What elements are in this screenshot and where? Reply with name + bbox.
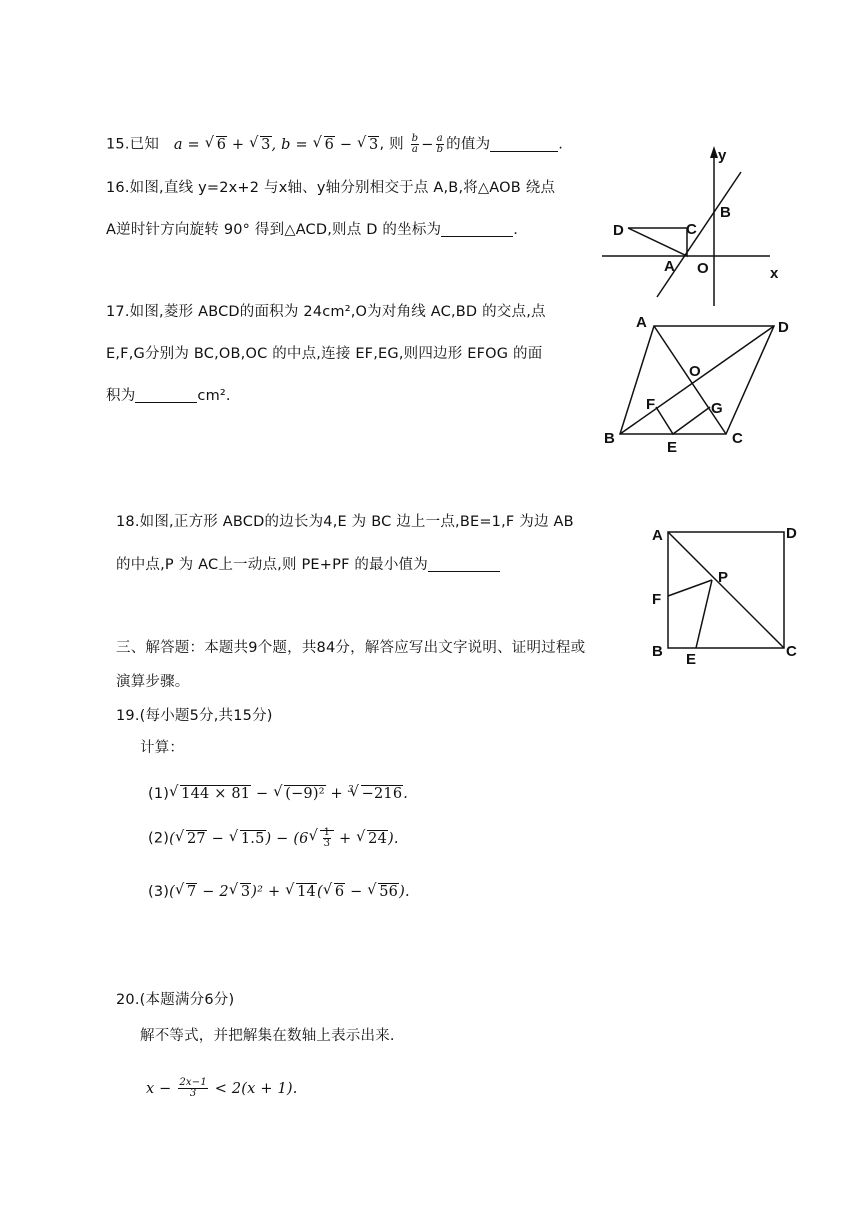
fig16-label-O: O (697, 260, 709, 277)
fig16-label-D: D (613, 222, 624, 239)
q17-line3 (106, 386, 231, 406)
q16-line2 (106, 220, 518, 240)
q16-end: . (513, 222, 519, 238)
fig18-label-A: A (652, 527, 663, 544)
q15-tail: 的值为 (446, 136, 491, 153)
q19-part2 (148, 828, 399, 849)
q15-prefix: 15.已知 (106, 136, 160, 153)
fig17-label-G: G (711, 400, 723, 417)
fig17-label-O: O (689, 363, 701, 380)
fig16-label-C: C (686, 221, 697, 238)
fig17-label-C: C (732, 430, 743, 447)
q20-instruction: 解不等式，并把解集在数轴上表示出来. (140, 1028, 395, 1044)
section3-heading-line2: 演算步骤。 (116, 674, 190, 690)
q19-part1-label: (1) (148, 785, 170, 802)
q18-answer-blank (428, 557, 500, 572)
q17-line2: E,F,G分别为 BC,OB,OC 的中点,连接 EF,EG,则四边形 EFOG 的面 (106, 346, 543, 362)
fig18-label-B: B (652, 643, 663, 660)
q15-fraction-expression: $\frac{b}{a}$ − $\frac{a}{b}$ (411, 133, 444, 155)
q15-answer-blank (490, 137, 558, 152)
fig18-label-C: C (786, 643, 797, 660)
fig17-label-F: F (646, 396, 656, 413)
q19-header: 19.(每小题5分,共15分) (116, 708, 273, 724)
q19-part2-label: (2) (148, 830, 170, 847)
fig18-label-P: P (718, 569, 729, 586)
fig16-label-B: B (720, 204, 731, 221)
fig17-label-D: D (778, 319, 789, 336)
q19-part3 (148, 882, 410, 902)
fig18-label-F: F (652, 591, 662, 608)
question-15 (106, 134, 563, 155)
q17-line1: 17.如图,菱形 ABCD的面积为 24cm²,O为对角线 AC,BD 的交点,点 (106, 304, 546, 320)
q16-line2-text: A逆时针方向旋转 90° 得到△ACD,则点 D 的坐标为 (106, 222, 442, 238)
q17-answer-blank (135, 388, 197, 403)
q19-part1 (148, 780, 408, 804)
figure-q16 (600, 140, 790, 310)
fig17-label-A: A (636, 314, 647, 331)
q20-inequality (146, 1078, 298, 1099)
fig16-label-y: y (718, 147, 727, 164)
fig18-label-D: D (786, 525, 797, 542)
figure-q17 (598, 312, 808, 460)
q15-end: . (558, 136, 564, 153)
q18-line2 (116, 555, 500, 575)
figure-q18 (646, 518, 806, 668)
q20-inequality-expression: x − $\frac{2x-1}{3}$ < 2(x + 1). (146, 1077, 298, 1099)
fig18-label-E: E (686, 651, 697, 668)
q15-ze: , 则 (379, 136, 404, 153)
q17-line3-prefix: 积为 (106, 388, 136, 404)
q16-answer-blank (441, 222, 513, 237)
q18-line1: 18.如图,正方形 ABCD的边长为4,E 为 BC 边上一点,BE=1,F 为边 AB (116, 514, 574, 530)
fig17-label-B: B (604, 430, 615, 447)
q16-line1: 16.如图,直线 y=2x+2 与x轴、y轴分别相交于点 A,B,将△AOB 绕点 (106, 180, 556, 196)
fig16-label-A: A (664, 258, 675, 275)
q19-part1-expression: √ 144 × 81 − √ (−9)² + $^3$√ −216. (169, 786, 408, 802)
q19-part2-expression: (√ 27 − √ 1.5) − (6 √ $\frac{1}{3}$ + √ 24). (169, 831, 399, 847)
q15-a-expression: a = √ 6 + √ 3, b = √ 6 − √ 3 (174, 137, 380, 153)
q19-part3-expression: (√ 7 − 2√ 3)² + √ 14(√ 6 − √ 56). (169, 884, 410, 900)
q19-instruction: 计算： (140, 740, 185, 756)
q19-part3-label: (3) (148, 884, 170, 900)
section3-heading-line1: 三、解答题：本题共9个题，共84分，解答应写出文字说明、证明过程或 (116, 640, 586, 656)
q17-line3-suffix: cm². (197, 388, 231, 404)
q20-header: 20.(本题满分6分) (116, 992, 235, 1008)
fig16-label-x: x (770, 265, 779, 282)
q18-line2-text: 的中点,P 为 AC上一动点,则 PE+PF 的最小值为 (116, 557, 428, 573)
fig17-label-E: E (667, 439, 678, 456)
